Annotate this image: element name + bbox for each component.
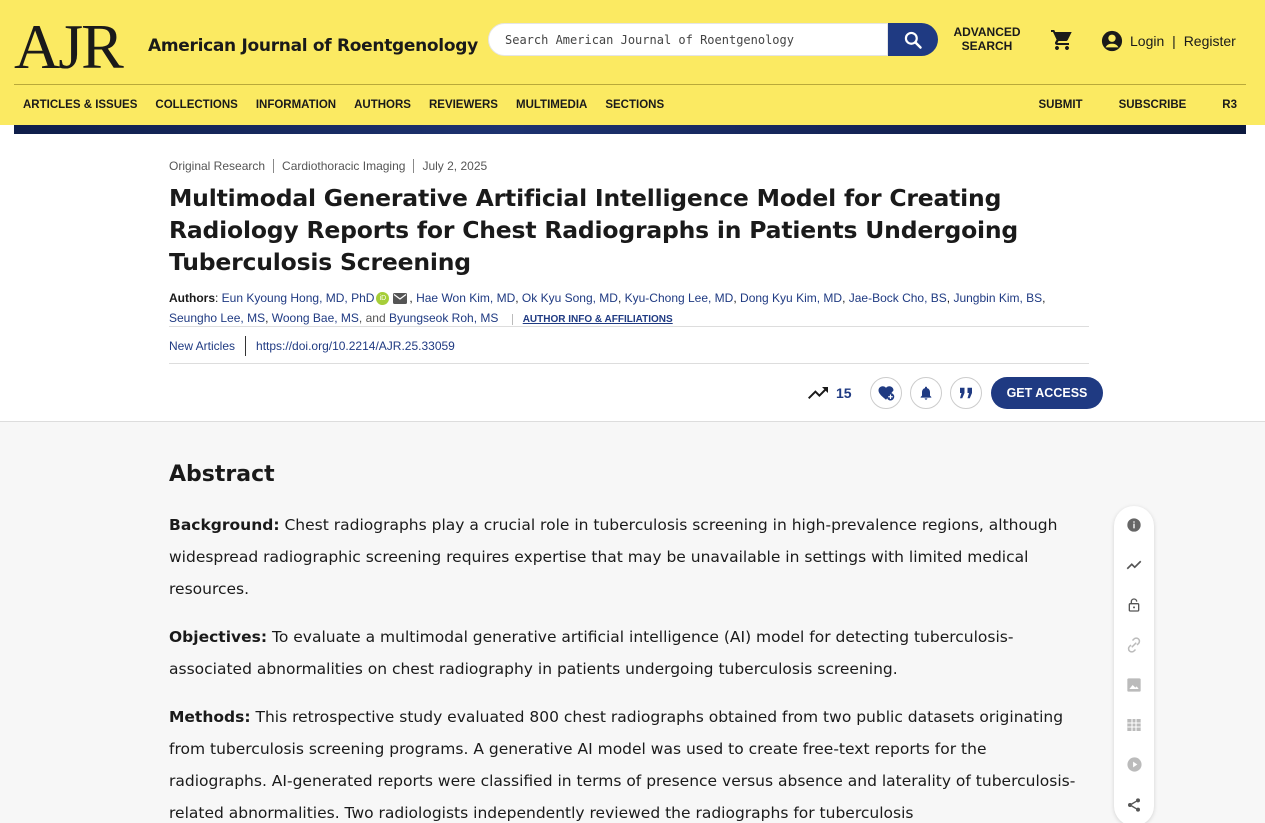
- journal-name[interactable]: American Journal of Roentgenology: [148, 36, 478, 56]
- article-type[interactable]: Original Research: [169, 159, 274, 173]
- search-box: [488, 23, 888, 56]
- author-link[interactable]: Seungho Lee, MS: [169, 311, 266, 325]
- favorite-button[interactable]: [870, 377, 902, 409]
- and-text: , and: [358, 311, 386, 325]
- background-text: Chest radiographs play a crucial role in tuberculosis screening in high-prevalence regions, although widespread radiographic screening requires expertise that may be unavailable in settings with limited medical resources.: [169, 516, 1058, 598]
- background-label: Background:: [169, 516, 280, 534]
- author-list: Authors: Eun Kyoung Hong, MD, PhD iD , Hae Won Kim, MD, Ok Kyu Song, MD, Kyu-Chong Lee, MD, Dong Kyu Kim, MD, Jae-Bock Cho, BS, Jungbin Kim, BS, Seungho Lee, MS, Woong Bae, MS, and Byungseok Roh, MS AUTHOR INFO & AFFILIATIONS: [169, 291, 1046, 325]
- article-tools-sidebar: [1114, 506, 1154, 823]
- link-icon[interactable]: [1124, 635, 1144, 655]
- objectives-label: Objectives:: [169, 628, 268, 646]
- article-date: July 2, 2025: [422, 159, 488, 173]
- objectives-text: To evaluate a multimodal generative artificial intelligence (AI) model for detecting tuberculosis-associated abnormalities on chest radiography in patients undergoing tuberculosis screening.: [169, 628, 1014, 678]
- article-section[interactable]: Cardiothoracic Imaging: [282, 159, 414, 173]
- trending-up-icon: [806, 381, 830, 405]
- author-link[interactable]: Jae-Bock Cho, BS: [848, 291, 947, 305]
- login-separator: |: [1172, 33, 1176, 49]
- authors-label: Authors: [169, 291, 215, 305]
- media-icon[interactable]: [1124, 754, 1144, 774]
- article-actions: [806, 377, 1103, 409]
- bell-icon: [918, 385, 934, 401]
- nav-multimedia[interactable]: MULTIMEDIA: [515, 99, 588, 111]
- orcid-icon[interactable]: iD: [376, 292, 389, 305]
- user-icon[interactable]: [1101, 30, 1123, 57]
- author-link[interactable]: Woong Bae, MS: [271, 311, 359, 325]
- author-link[interactable]: Kyu-Chong Lee, MD: [624, 291, 734, 305]
- author-link[interactable]: Byungseok Roh, MS: [388, 311, 499, 325]
- table-icon[interactable]: [1124, 715, 1144, 735]
- article-sub-meta: [169, 336, 455, 356]
- nav-subscribe[interactable]: SUBSCRIBE: [1118, 99, 1187, 111]
- methods-text: This retrospective study evaluated 800 chest radiographs obtained from two public datasets originating from tuberculosis screening programs. A generative AI model was used to create free-text reports for the radiographs. AI-generated reports were classified in terms of presence versus absence and laterality of tuberculosis-related abnormalities. Two radiologists independently reviewed the radiographs for tuberculosis: [169, 708, 1076, 822]
- nav-r3[interactable]: R3: [1222, 99, 1237, 111]
- image-icon[interactable]: [1124, 675, 1144, 695]
- site-header: [0, 0, 1265, 125]
- search-button[interactable]: [888, 23, 938, 56]
- heart-add-icon: [877, 384, 895, 402]
- nav-articles-issues[interactable]: ARTICLES & ISSUES: [23, 99, 138, 111]
- advanced-search-link[interactable]: ADVANCED SEARCH: [953, 25, 1021, 53]
- meta-separator: [245, 336, 246, 356]
- author-link[interactable]: Jungbin Kim, BS: [953, 291, 1043, 305]
- header-banner: [14, 125, 1246, 134]
- nav-collections[interactable]: COLLECTIONS: [155, 99, 238, 111]
- cart-button[interactable]: [1050, 28, 1074, 57]
- quote-icon: [957, 384, 975, 402]
- search-input[interactable]: [489, 24, 887, 55]
- trend-count: 15: [836, 385, 852, 401]
- nav-submit[interactable]: SUBMIT: [1038, 99, 1083, 111]
- nav-sections[interactable]: SECTIONS: [605, 99, 665, 111]
- article-title: Multimodal Generative Artificial Intelligence Model for Creating Radiology Reports for Chest Radiographs in Patients Undergoing Tuberculosis Screening: [169, 184, 1019, 276]
- alert-button[interactable]: [910, 377, 942, 409]
- metrics-icon[interactable]: [1124, 555, 1144, 575]
- mail-icon[interactable]: [393, 293, 407, 304]
- abstract-heading: Abstract: [169, 462, 275, 487]
- meta-divider: [169, 326, 1089, 327]
- ajr-logo[interactable]: AJR: [14, 11, 122, 82]
- author-link[interactable]: Eun Kyoung Hong, MD, PhD: [221, 291, 375, 305]
- abstract-background: [169, 509, 1089, 605]
- nav-information[interactable]: INFORMATION: [255, 99, 337, 111]
- nav-authors[interactable]: AUTHORS: [354, 99, 411, 111]
- doi-link[interactable]: https://doi.org/10.2214/AJR.25.33059: [256, 339, 455, 353]
- article-meta: [169, 159, 503, 173]
- cart-icon: [1050, 28, 1074, 52]
- nav-right: [1011, 85, 1246, 125]
- trend-metric[interactable]: [806, 381, 852, 405]
- share-icon[interactable]: [1124, 795, 1144, 815]
- main-nav: [14, 85, 1246, 125]
- author-link[interactable]: Ok Kyu Song, MD: [521, 291, 618, 305]
- register-link[interactable]: Register: [1183, 33, 1236, 49]
- cite-button[interactable]: [950, 377, 982, 409]
- get-access-button[interactable]: GET ACCESS: [991, 377, 1104, 409]
- collection-link[interactable]: New Articles: [169, 339, 236, 353]
- author-link[interactable]: Hae Won Kim, MD: [416, 291, 516, 305]
- author-link[interactable]: Dong Kyu Kim, MD: [740, 291, 843, 305]
- nav-reviewers[interactable]: REVIEWERS: [428, 99, 498, 111]
- search-icon: [903, 30, 923, 50]
- login-register: [1130, 33, 1236, 49]
- abstract-objectives: [169, 621, 1089, 685]
- meta-divider: [169, 363, 1089, 364]
- affiliations-link[interactable]: AUTHOR INFO & AFFILIATIONS: [512, 314, 673, 325]
- access-icon[interactable]: [1124, 595, 1144, 615]
- login-link[interactable]: Login: [1130, 33, 1165, 49]
- methods-label: Methods:: [169, 708, 251, 726]
- info-icon[interactable]: [1124, 515, 1144, 535]
- abstract-methods: [169, 701, 1089, 823]
